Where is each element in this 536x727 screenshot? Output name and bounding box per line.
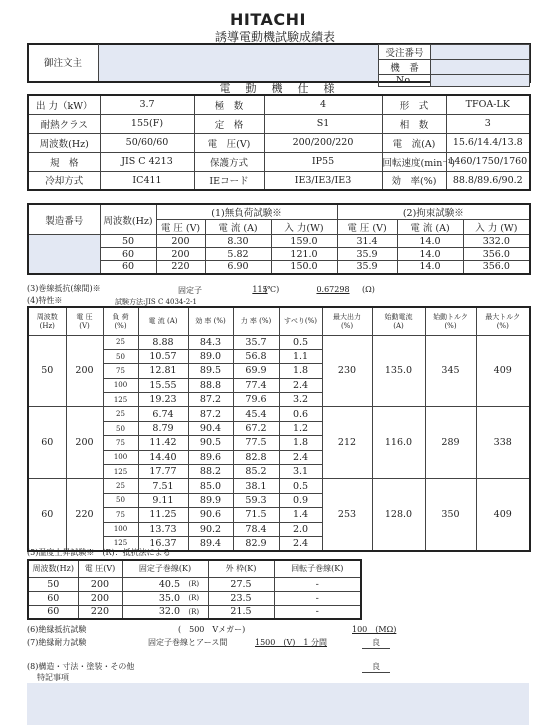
table-row xyxy=(28,335,530,349)
cell: 77.4 xyxy=(233,378,279,392)
cell: 50 xyxy=(100,235,156,248)
column-header: 電 圧(V) xyxy=(78,560,122,577)
remarks-field xyxy=(27,683,529,725)
max-torque-cell: 338 xyxy=(476,407,530,479)
spec-label: 保護方式 xyxy=(194,152,264,171)
cell: 2.4 xyxy=(279,536,322,550)
cell: 0.5 xyxy=(279,479,322,493)
load-cell: 50 xyxy=(103,421,138,435)
cell: 89.4 xyxy=(188,536,233,550)
table-row xyxy=(28,235,530,248)
start-current-cell: 116.0 xyxy=(372,407,425,479)
spec-label: 電 圧(V) xyxy=(194,133,264,152)
start-torque-cell: 345 xyxy=(425,335,476,407)
cell: 3.2 xyxy=(279,393,322,407)
cell: 88.2 xyxy=(188,465,233,479)
cell: 7.51 xyxy=(138,479,188,493)
cell: 0.9 xyxy=(279,493,322,507)
cell: 87.2 xyxy=(188,407,233,421)
method-tag: (R) xyxy=(180,591,208,605)
cell: 220 xyxy=(156,261,205,274)
load-cell: 75 xyxy=(103,364,138,378)
table-row xyxy=(28,577,361,591)
spec-value: 15.6/14.4/13.8 xyxy=(446,133,530,152)
load-test-table xyxy=(27,203,531,275)
header-row xyxy=(28,307,530,335)
spec-row xyxy=(28,114,530,133)
freq-cell: 60 xyxy=(28,407,66,479)
spec-title: 電 動 機 仕 様 xyxy=(219,82,337,95)
freq-label: 周波数(Hz) xyxy=(100,204,156,235)
cell: 14.40 xyxy=(138,450,188,464)
column-header: 最大トルク (%) xyxy=(476,307,530,335)
spec-value: 1460/1750/1760 xyxy=(446,152,530,171)
cell: 0.5 xyxy=(279,335,322,349)
cell: 90.4 xyxy=(188,421,233,435)
spec-label: IEコード xyxy=(194,171,264,190)
table-row xyxy=(28,591,361,605)
cell: 9.11 xyxy=(138,493,188,507)
withstand-desc: 固定子巻線とアース間 xyxy=(148,638,228,647)
column-header: 入 力 (W) xyxy=(463,220,530,235)
method-tag: (R) xyxy=(180,577,208,591)
table-row xyxy=(28,407,530,421)
column-header: 最大出力 (%) xyxy=(322,307,372,335)
volt-cell: 200 xyxy=(66,335,103,407)
load-cell: 125 xyxy=(103,536,138,550)
column-header: 外 枠(K) xyxy=(208,560,274,577)
cell: 17.77 xyxy=(138,465,188,479)
temp-rise-label: (5)温度上昇試験※ (R)：抵抗法による xyxy=(27,548,171,557)
spec-label: 効 率(%) xyxy=(382,171,446,190)
cell: 1.8 xyxy=(279,364,322,378)
column-header: 始動トルク (%) xyxy=(425,307,476,335)
cell: 11.42 xyxy=(138,436,188,450)
spec-row xyxy=(28,152,530,171)
spec-value: 88.8/89.6/90.2 xyxy=(446,171,530,190)
spec-row xyxy=(28,133,530,152)
order-no-label: 受注番号 xyxy=(379,45,431,60)
document-title: 誘導電動機試験成績表 xyxy=(214,30,335,44)
spec-value: 3 xyxy=(446,114,530,133)
cell: 82.9 xyxy=(233,536,279,550)
cell: 15.55 xyxy=(138,378,188,392)
cell: 82.8 xyxy=(233,450,279,464)
load-cell: 25 xyxy=(103,479,138,493)
spec-value: IP55 xyxy=(264,152,382,171)
cell: 14.0 xyxy=(397,248,463,261)
cell: 23.5 xyxy=(208,591,274,605)
cell: 2.4 xyxy=(279,450,322,464)
spec-label: 出 力（kW） xyxy=(28,95,100,114)
cell: 12.81 xyxy=(138,364,188,378)
cell: 0.6 xyxy=(279,407,322,421)
cell: 89.6 xyxy=(188,450,233,464)
spec-table xyxy=(27,94,531,191)
max-torque-cell: 409 xyxy=(476,479,530,551)
cell: 60 xyxy=(28,591,78,605)
cell: 3.1 xyxy=(279,465,322,479)
cell: 90.2 xyxy=(188,522,233,536)
cell: 77.5 xyxy=(233,436,279,450)
ohm-unit: (Ω) xyxy=(362,285,375,294)
customer-label: 御注文主 xyxy=(43,58,82,69)
table-row xyxy=(28,479,530,493)
load-cell: 75 xyxy=(103,508,138,522)
cell: 8.79 xyxy=(138,421,188,435)
insulation-value: 100 (MΩ) xyxy=(352,625,397,634)
spec-label: 極 数 xyxy=(194,95,264,114)
temp-value: 115 xyxy=(252,285,268,294)
cell: 1.8 xyxy=(279,436,322,450)
cell: 356.0 xyxy=(463,248,530,261)
table-row xyxy=(28,248,530,261)
start-current-cell: 135.0 xyxy=(372,335,425,407)
start-current-cell: 128.0 xyxy=(372,479,425,551)
spec-label: 規 格 xyxy=(28,152,100,171)
cell: 200 xyxy=(78,591,122,605)
cell: 159.0 xyxy=(271,235,337,248)
cell: 60 xyxy=(100,248,156,261)
spec-label: 冷却方式 xyxy=(28,171,100,190)
divider xyxy=(98,44,99,81)
column-header: 電 圧 (V) xyxy=(337,220,397,235)
cell: 90.5 xyxy=(188,436,233,450)
spec-label: 回転速度(min⁻¹) xyxy=(382,152,446,171)
cell: 88.8 xyxy=(188,378,233,392)
cell: 16.37 xyxy=(138,536,188,550)
cell: 31.4 xyxy=(337,235,397,248)
spec-row xyxy=(28,171,530,190)
load-cell: 100 xyxy=(103,378,138,392)
column-header: すべり(%) xyxy=(279,307,322,335)
structure-result: 良 xyxy=(362,661,390,673)
spec-value: JIS C 4213 xyxy=(100,152,194,171)
load-cell: 125 xyxy=(103,465,138,479)
cell: 200 xyxy=(78,577,122,591)
brand-logo: HITACHI xyxy=(230,10,306,29)
spec-value: 3.7 xyxy=(100,95,194,114)
ohm-value: 0.67298 xyxy=(316,285,350,294)
volt-cell: 220 xyxy=(66,479,103,551)
max-torque-cell: 409 xyxy=(476,335,530,407)
freq-cell: 60 xyxy=(28,479,66,551)
serial-value xyxy=(28,235,100,274)
freq-cell: 50 xyxy=(28,335,66,407)
characteristics-label: (4)特性※ xyxy=(27,296,63,305)
column-header: 入 力(W) xyxy=(271,220,337,235)
cell: 1.2 xyxy=(279,421,322,435)
cell: 14.0 xyxy=(397,261,463,274)
cell: 8.30 xyxy=(205,235,271,248)
model-label: 機 番 xyxy=(379,60,431,75)
structure-label: (8)構造・寸法・塗装・その他 xyxy=(27,662,135,671)
cell: 35.9 xyxy=(337,261,397,274)
start-torque-cell: 350 xyxy=(425,479,476,551)
cell: 69.9 xyxy=(233,364,279,378)
cell: 13.73 xyxy=(138,522,188,536)
cell: 59.3 xyxy=(233,493,279,507)
volt-cell: 200 xyxy=(66,407,103,479)
cell: 2.0 xyxy=(279,522,322,536)
cell: 8.88 xyxy=(138,335,188,349)
temp-rise-table xyxy=(27,559,362,620)
cell: 87.2 xyxy=(188,393,233,407)
cell: 89.9 xyxy=(188,493,233,507)
withstand-result: 良 xyxy=(362,637,390,649)
method-tag: (R) xyxy=(180,605,208,619)
cell: 45.4 xyxy=(233,407,279,421)
spec-label: 相 数 xyxy=(382,114,446,133)
table-row xyxy=(28,261,530,274)
spec-value: 4 xyxy=(264,95,382,114)
withstand-value: 1500 (V) 1 分間 xyxy=(255,638,328,647)
column-header: 効 率 (%) xyxy=(188,307,233,335)
cell: 35.9 xyxy=(337,248,397,261)
cell: 35.0 xyxy=(122,591,180,605)
cell: 21.5 xyxy=(208,605,274,619)
cell: 35.7 xyxy=(233,335,279,349)
load-cell: 25 xyxy=(103,335,138,349)
cell: 10.57 xyxy=(138,349,188,363)
column-header: 電 流 (A) xyxy=(397,220,463,235)
cell: 1.4 xyxy=(279,508,322,522)
load-cell: 75 xyxy=(103,436,138,450)
column-header: 固定子巻線(K) xyxy=(122,560,208,577)
spec-label: 電 流(A) xyxy=(382,133,446,152)
cell: - xyxy=(274,591,361,605)
cell: 90.6 xyxy=(188,508,233,522)
cell: 19.23 xyxy=(138,393,188,407)
cell: 50 xyxy=(28,577,78,591)
cell: 71.5 xyxy=(233,508,279,522)
cell: 67.2 xyxy=(233,421,279,435)
column-header: 回転子巻線(K) xyxy=(274,560,361,577)
max-output-cell: 230 xyxy=(322,335,372,407)
cell: 356.0 xyxy=(463,261,530,274)
remarks-label: 特記事項 xyxy=(37,673,69,682)
insulation-label: (6)絶縁抵抗試験 xyxy=(27,625,87,634)
cell: 6.74 xyxy=(138,407,188,421)
cell: - xyxy=(274,605,361,619)
column-header: 電 流 (A) xyxy=(205,220,271,235)
cell: 56.8 xyxy=(233,349,279,363)
stator-label: 固定子 xyxy=(178,286,202,295)
cell: 38.1 xyxy=(233,479,279,493)
spec-value: 200/200/220 xyxy=(264,133,382,152)
resistance-label: (3)巻線抵抗(線間)※ xyxy=(27,284,101,293)
column-header: 電 圧 (V) xyxy=(156,220,205,235)
characteristics-table xyxy=(27,306,531,552)
column-header: 周波数 (Hz) xyxy=(28,307,66,335)
cell: 6.90 xyxy=(205,261,271,274)
model-value xyxy=(431,60,530,75)
cell: 200 xyxy=(156,235,205,248)
spec-value: S1 xyxy=(264,114,382,133)
column-header: 力 率 (%) xyxy=(233,307,279,335)
serial-label: 製造番号 xyxy=(28,204,100,235)
no-load-title: (1)無負荷試験※ xyxy=(156,204,337,220)
cell: 40.5 xyxy=(122,577,180,591)
cell: 1.1 xyxy=(279,349,322,363)
header-row xyxy=(28,560,361,577)
spec-value: 155(F) xyxy=(100,114,194,133)
cell: 121.0 xyxy=(271,248,337,261)
column-header: 負 荷 (%) xyxy=(103,307,138,335)
cell: 200 xyxy=(156,248,205,261)
order-no-value xyxy=(431,45,530,60)
cell: 89.0 xyxy=(188,349,233,363)
cell: 220 xyxy=(78,605,122,619)
cell: 2.4 xyxy=(279,378,322,392)
load-cell: 25 xyxy=(103,407,138,421)
spec-value: 50/60/60 xyxy=(100,133,194,152)
start-torque-cell: 289 xyxy=(425,407,476,479)
cell: 78.4 xyxy=(233,522,279,536)
cell: 27.5 xyxy=(208,577,274,591)
cell: 79.6 xyxy=(233,393,279,407)
column-header: 周波数(Hz) xyxy=(28,560,78,577)
cell: 14.0 xyxy=(397,235,463,248)
cell: 85.0 xyxy=(188,479,233,493)
spec-label: 耐熱クラス xyxy=(28,114,100,133)
megger-text: ( 500 Vメガー) xyxy=(178,625,246,634)
cell: 89.5 xyxy=(188,364,233,378)
cell: 60 xyxy=(100,261,156,274)
spec-value: IC411 xyxy=(100,171,194,190)
max-output-cell: 212 xyxy=(322,407,372,479)
cell: 150.0 xyxy=(271,261,337,274)
cell: - xyxy=(274,577,361,591)
temp-unit: (℃) xyxy=(264,285,280,294)
cell: 32.0 xyxy=(122,605,180,619)
withstand-label: (7)絶縁耐力試験 xyxy=(27,638,87,647)
spec-row xyxy=(28,95,530,114)
column-header: 始動電流 (A) xyxy=(372,307,425,335)
no-label: No. xyxy=(379,75,431,87)
load-cell: 50 xyxy=(103,493,138,507)
load-cell: 100 xyxy=(103,450,138,464)
locked-title: (2)拘束試験※ xyxy=(337,204,530,220)
column-header: 電 圧 (V) xyxy=(66,307,103,335)
max-output-cell: 253 xyxy=(322,479,372,551)
cell: 84.3 xyxy=(188,335,233,349)
cell: 5.82 xyxy=(205,248,271,261)
cell: 332.0 xyxy=(463,235,530,248)
cell: 60 xyxy=(28,605,78,619)
load-cell: 100 xyxy=(103,522,138,536)
column-header: 電 流 (A) xyxy=(138,307,188,335)
load-cell: 50 xyxy=(103,349,138,363)
load-cell: 125 xyxy=(103,393,138,407)
spec-value: IE3/IE3/IE3 xyxy=(264,171,382,190)
spec-label: 周波数(Hz) xyxy=(28,133,100,152)
spec-label: 定 格 xyxy=(194,114,264,133)
spec-value: TFOA-LK xyxy=(446,95,530,114)
cell: 85.2 xyxy=(233,465,279,479)
test-method: 試験方法:JIS C 4034-2-1 xyxy=(115,298,197,306)
table-row xyxy=(28,605,361,619)
cell: 11.25 xyxy=(138,508,188,522)
spec-label: 形 式 xyxy=(382,95,446,114)
